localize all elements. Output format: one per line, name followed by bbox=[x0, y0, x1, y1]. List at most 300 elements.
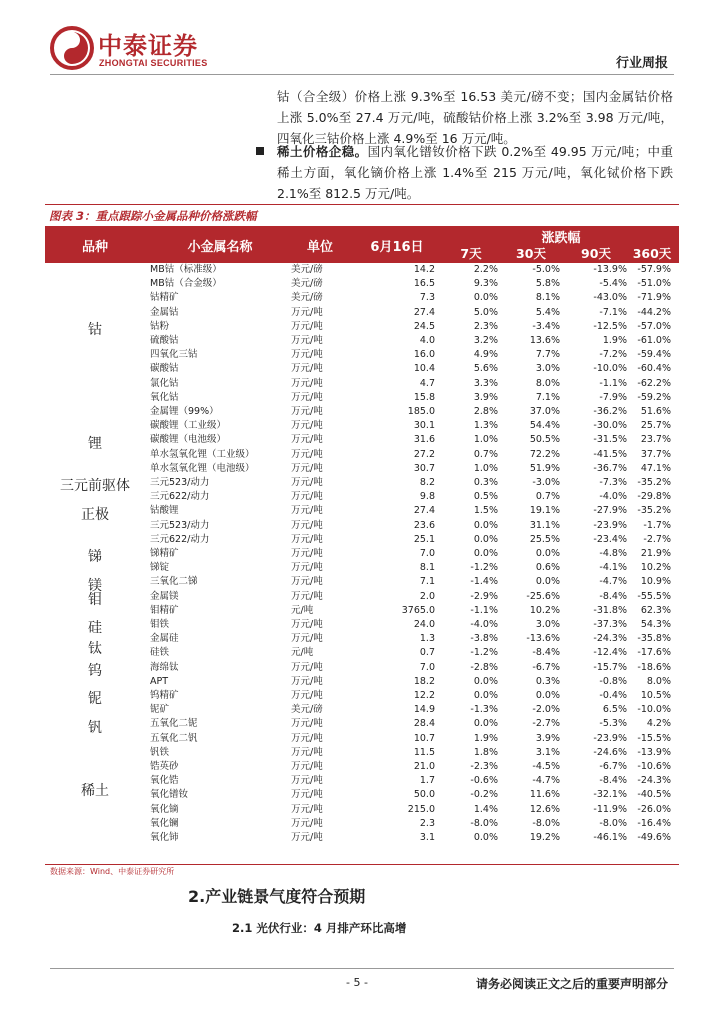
table-row bbox=[45, 291, 679, 305]
cell-d7: 4.9% bbox=[473, 349, 498, 361]
cell-unit: 万元/吨 bbox=[291, 590, 323, 602]
cell-d360: -59.2% bbox=[637, 391, 671, 403]
cell-d7: 1.4% bbox=[473, 803, 498, 815]
cell-name: 五氧化二铌 bbox=[150, 718, 198, 730]
cell-unit: 万元/吨 bbox=[291, 576, 323, 588]
cell-name: 锆英砂 bbox=[150, 761, 179, 772]
group-label: 钛 bbox=[88, 641, 102, 658]
cell-name: 钴粉 bbox=[150, 320, 170, 332]
page-number: - 5 - bbox=[346, 976, 368, 989]
cell-price: 18.2 bbox=[413, 675, 435, 687]
cell-unit: 万元/吨 bbox=[291, 519, 323, 531]
cell-unit: 万元/吨 bbox=[291, 363, 323, 375]
table-row bbox=[45, 263, 679, 277]
cell-price: 7.0 bbox=[419, 661, 435, 673]
cell-price: 16.0 bbox=[413, 349, 435, 361]
table-row bbox=[45, 405, 679, 419]
cell-d90: -1.1% bbox=[599, 377, 627, 389]
rare-earth-paragraph bbox=[277, 141, 673, 204]
cell-price: 15.8 bbox=[413, 391, 435, 403]
cell-name: 五氧化二钒 bbox=[150, 732, 198, 744]
cell-d360: 51.6% bbox=[640, 406, 671, 417]
cell-d7: 0.0% bbox=[473, 533, 498, 545]
cell-price: 25.1 bbox=[413, 533, 435, 545]
subsection-heading: 2.1 光伏行业：4 月排产环比高增 bbox=[232, 921, 407, 935]
cell-d30: 10.2% bbox=[529, 604, 560, 616]
cell-unit: 元/吨 bbox=[291, 647, 314, 659]
cell-unit: 美元/磅 bbox=[291, 292, 323, 304]
cell-d360: -57.9% bbox=[637, 264, 671, 275]
cell-d360: -2.7% bbox=[643, 533, 671, 545]
cell-d30: 31.1% bbox=[529, 519, 560, 531]
cell-name: 金属镁 bbox=[150, 590, 179, 602]
cell-d30: 3.0% bbox=[535, 619, 560, 630]
cell-d90: -13.9% bbox=[593, 264, 627, 275]
cell-d7: 1.8% bbox=[473, 746, 498, 758]
cell-d90: -5.3% bbox=[599, 718, 627, 730]
cell-name: 硫酸钴 bbox=[150, 335, 179, 346]
cell-d360: -16.4% bbox=[637, 817, 671, 829]
cell-name: 钒铁 bbox=[150, 746, 170, 758]
cell-unit: 万元/吨 bbox=[291, 562, 323, 574]
cell-d30: 50.5% bbox=[529, 434, 560, 446]
cell-price: 215.0 bbox=[407, 803, 435, 815]
cell-d90: -23.9% bbox=[593, 519, 627, 531]
data-source: 数据来源：Wind、中泰证券研究所 bbox=[50, 867, 175, 876]
cell-d360: -10.0% bbox=[637, 704, 671, 716]
cell-price: 16.5 bbox=[413, 278, 435, 290]
cell-d30: 19.1% bbox=[529, 505, 560, 517]
cell-unit: 万元/吨 bbox=[291, 817, 323, 829]
cell-price: 28.4 bbox=[413, 718, 435, 730]
cell-d90: -8.4% bbox=[599, 590, 627, 602]
cell-d7: -2.8% bbox=[470, 661, 498, 673]
cell-price: 10.7 bbox=[413, 732, 435, 744]
cell-d360: 47.1% bbox=[640, 462, 671, 474]
cell-unit: 万元/吨 bbox=[291, 633, 323, 645]
cell-unit: 万元/吨 bbox=[291, 775, 323, 787]
cell-d7: 0.5% bbox=[473, 491, 498, 503]
cell-unit: 万元/吨 bbox=[291, 732, 323, 744]
cell-d30: 0.7% bbox=[535, 491, 560, 503]
cell-name: 锑锭 bbox=[150, 562, 170, 574]
cell-name: 钨精矿 bbox=[150, 690, 179, 701]
cell-d360: -35.2% bbox=[637, 477, 671, 488]
table-row bbox=[45, 419, 679, 433]
cell-unit: 万元/吨 bbox=[291, 406, 323, 417]
cell-d30: -3.0% bbox=[532, 477, 560, 488]
cell-d7: -3.8% bbox=[470, 633, 498, 645]
cell-d30: 72.2% bbox=[529, 448, 560, 460]
disclaimer-note: 请务必阅读正文之后的重要声明部分 bbox=[475, 977, 668, 991]
cell-d7: 1.0% bbox=[473, 462, 498, 474]
table-row bbox=[45, 817, 679, 831]
cell-price: 50.0 bbox=[413, 789, 435, 801]
cell-d7: -1.1% bbox=[470, 604, 498, 616]
group-label: 锂 bbox=[88, 435, 102, 452]
header-unit: 单位 bbox=[306, 240, 333, 255]
header-category: 品种 bbox=[81, 240, 108, 255]
cell-name: 四氧化三钴 bbox=[150, 349, 198, 361]
cell-d7: 3.2% bbox=[473, 335, 498, 346]
cell-d30: 54.4% bbox=[529, 420, 560, 432]
cell-price: 27.4 bbox=[413, 306, 435, 318]
cell-name: 氧化镨钕 bbox=[150, 789, 189, 801]
cell-d90: -4.0% bbox=[599, 491, 627, 503]
cell-d360: 10.9% bbox=[640, 576, 671, 588]
cell-d360: 62.3% bbox=[640, 604, 671, 616]
cell-price: 8.2 bbox=[419, 477, 435, 488]
header-divider bbox=[50, 74, 674, 75]
cell-d7: 1.5% bbox=[473, 505, 498, 517]
cell-name: 氧化锆 bbox=[150, 775, 179, 787]
footer-divider bbox=[50, 968, 674, 969]
cell-d30: 8.0% bbox=[535, 377, 560, 389]
cell-d90: -8.0% bbox=[599, 817, 627, 829]
cell-d90: -11.9% bbox=[593, 803, 627, 815]
cell-d30: 19.2% bbox=[529, 832, 560, 843]
table-bottom-rule bbox=[45, 864, 679, 865]
cell-d30: -5.0% bbox=[532, 264, 560, 275]
cell-d90: -32.1% bbox=[593, 789, 627, 801]
cell-name: 锑精矿 bbox=[150, 548, 179, 559]
cell-d7: 1.0% bbox=[473, 434, 498, 446]
cell-unit: 万元/吨 bbox=[291, 675, 323, 687]
cell-d30: 11.6% bbox=[529, 789, 560, 801]
cell-d7: 0.0% bbox=[473, 832, 498, 843]
table-header bbox=[45, 226, 679, 263]
cell-d7: -2.9% bbox=[470, 590, 498, 602]
cell-unit: 万元/吨 bbox=[291, 533, 323, 545]
table-row bbox=[45, 391, 679, 405]
cell-d90: -31.5% bbox=[593, 434, 627, 446]
cell-name: 碳酸锂（工业级） bbox=[150, 420, 227, 432]
cell-d360: -35.2% bbox=[637, 505, 671, 517]
table-row bbox=[45, 377, 679, 391]
cell-d360: -51.0% bbox=[637, 278, 671, 290]
rare-earth-body: 国内氧化镨钕价格下跌 0.2%至 49.95 万元/吨；中重稀土方面，氧化镝价格上涨 1.4%至 215 万元/吨，氧化铽价格下跌 2.1%至 812.5 万元/吨。 bbox=[277, 144, 673, 201]
cell-d90: -12.5% bbox=[593, 320, 627, 332]
cell-price: 9.8 bbox=[419, 491, 435, 503]
cell-d90: -4.8% bbox=[599, 548, 627, 559]
cell-name: 氧化镝 bbox=[150, 803, 179, 815]
cell-name: 单水氢氧化锂（工业级） bbox=[150, 448, 255, 460]
group-label: 硅 bbox=[88, 620, 102, 637]
cell-unit: 万元/吨 bbox=[291, 505, 323, 517]
cell-price: 27.4 bbox=[413, 505, 435, 517]
header-change: 涨跌幅 bbox=[541, 231, 581, 246]
cell-price: 14.2 bbox=[413, 264, 435, 275]
group-label: 镁 bbox=[88, 577, 102, 594]
cell-d30: -4.7% bbox=[532, 775, 560, 787]
cell-d90: -4.1% bbox=[599, 562, 627, 574]
cell-d7: 1.3% bbox=[473, 420, 498, 432]
header-7d: 7天 bbox=[460, 246, 482, 261]
cell-d90: -7.3% bbox=[599, 477, 627, 488]
cell-unit: 万元/吨 bbox=[291, 690, 323, 701]
cell-price: 2.3 bbox=[419, 817, 435, 829]
cell-d30: 25.5% bbox=[529, 533, 560, 545]
cell-d360: 25.7% bbox=[640, 420, 671, 432]
cell-d90: -7.1% bbox=[599, 306, 627, 318]
cell-d90: -30.0% bbox=[593, 420, 627, 432]
table-row bbox=[45, 746, 679, 760]
cell-d7: 0.0% bbox=[473, 292, 498, 304]
bullet-icon bbox=[256, 145, 266, 155]
table-row bbox=[45, 831, 679, 845]
cell-price: 31.6 bbox=[413, 434, 435, 446]
rare-earth-lead: 稀土价格企稳。 bbox=[277, 144, 368, 159]
cell-d360: -60.4% bbox=[637, 363, 671, 375]
cell-d30: 5.8% bbox=[535, 278, 560, 290]
cell-d7: 0.7% bbox=[473, 448, 498, 460]
cell-d90: -4.7% bbox=[599, 576, 627, 588]
cell-d30: -25.6% bbox=[526, 590, 560, 602]
cell-name: 钼精矿 bbox=[150, 604, 179, 616]
cell-d90: -23.9% bbox=[593, 732, 627, 744]
cell-name: 铌矿 bbox=[150, 704, 170, 716]
cell-name: 氧化镧 bbox=[150, 817, 179, 829]
cell-d360: 37.7% bbox=[640, 448, 671, 460]
cell-d360: -18.6% bbox=[637, 661, 671, 673]
cell-d90: 6.5% bbox=[602, 704, 627, 716]
cell-d360: -59.4% bbox=[637, 349, 671, 361]
cell-d7: -4.0% bbox=[470, 619, 498, 630]
cell-d30: 12.6% bbox=[529, 803, 560, 815]
cell-name: 金属钴 bbox=[150, 306, 179, 318]
cell-unit: 万元/吨 bbox=[291, 335, 323, 346]
cell-unit: 万元/吨 bbox=[291, 746, 323, 758]
cell-d360: -1.7% bbox=[643, 519, 671, 531]
cell-d7: 5.6% bbox=[473, 363, 498, 375]
cell-d90: -6.7% bbox=[599, 761, 627, 772]
cell-price: 27.2 bbox=[413, 448, 435, 460]
cell-d360: -35.8% bbox=[637, 633, 671, 645]
cell-name: 钼铁 bbox=[150, 619, 170, 630]
cell-d7: -2.3% bbox=[470, 761, 498, 772]
cell-unit: 万元/吨 bbox=[291, 462, 323, 474]
cell-name: 氯化钴 bbox=[150, 377, 179, 389]
cell-price: 12.2 bbox=[413, 690, 435, 701]
cell-d30: -2.0% bbox=[532, 704, 560, 716]
logo-chinese-name: 中泰证券 bbox=[98, 32, 198, 60]
cell-name: 三元622/动力 bbox=[150, 533, 210, 545]
group-label: 钴 bbox=[88, 321, 102, 338]
cell-name: 碳酸锂（电池级） bbox=[150, 434, 227, 446]
cell-name: MB钴（标准级） bbox=[150, 264, 222, 275]
cell-d360: -55.5% bbox=[637, 590, 671, 602]
cell-d30: 51.9% bbox=[529, 462, 560, 474]
header-date: 6月16日 bbox=[370, 240, 424, 255]
cell-d90: -41.5% bbox=[593, 448, 627, 460]
cell-unit: 万元/吨 bbox=[291, 420, 323, 432]
cell-name: MB钴（合金级） bbox=[150, 278, 222, 290]
cell-d360: 10.5% bbox=[640, 690, 671, 701]
cell-name: APT bbox=[150, 675, 169, 687]
cell-name: 三元622/动力 bbox=[150, 491, 210, 503]
group-label: 稀土 bbox=[81, 783, 109, 800]
cell-d30: -8.0% bbox=[532, 817, 560, 829]
cell-d30: -4.5% bbox=[532, 761, 560, 772]
cell-name: 碳酸钴 bbox=[150, 363, 179, 375]
cell-name: 单水氢氧化锂（电池级） bbox=[150, 462, 255, 474]
cell-d7: 2.2% bbox=[473, 264, 498, 275]
header-360d: 360天 bbox=[632, 246, 672, 261]
cell-d30: -2.7% bbox=[532, 718, 560, 730]
cell-unit: 万元/吨 bbox=[291, 661, 323, 673]
cell-name: 氧化钴 bbox=[150, 391, 179, 403]
cell-d7: -0.2% bbox=[470, 789, 498, 801]
logo-mark-icon bbox=[50, 26, 94, 70]
cell-d360: -15.5% bbox=[637, 732, 671, 744]
cell-unit: 万元/吨 bbox=[291, 718, 323, 730]
cell-price: 7.3 bbox=[419, 292, 435, 304]
header-90d: 90天 bbox=[581, 246, 611, 261]
cell-d90: -7.2% bbox=[599, 349, 627, 361]
cell-price: 30.7 bbox=[413, 462, 435, 474]
cell-price: 185.0 bbox=[407, 406, 435, 417]
cell-d90: -0.4% bbox=[599, 690, 627, 701]
cell-d30: -3.4% bbox=[532, 320, 560, 332]
cell-d7: -0.6% bbox=[470, 775, 498, 787]
cell-d30: -8.4% bbox=[532, 647, 560, 659]
table-row bbox=[45, 277, 679, 291]
cell-price: 14.9 bbox=[413, 704, 435, 716]
cell-d7: 2.3% bbox=[473, 320, 498, 332]
cobalt-paragraph: 钴（合全级）价格上涨 9.3%至 16.53 美元/磅不变；国内金属钴价格上涨 5.0%至 27.4 万元/吨，硫酸钴价格上涨 3.2%至 3.98 万元/吨，四氧化三钴价格上涨 4.9%至 16 万元/吨。 bbox=[277, 89, 673, 146]
header-30d: 30天 bbox=[516, 246, 546, 261]
cell-unit: 万元/吨 bbox=[291, 320, 323, 332]
cell-price: 24.0 bbox=[413, 619, 435, 630]
cell-price: 2.0 bbox=[419, 590, 435, 602]
section-heading: 2.产业链景气度符合预期 bbox=[188, 887, 366, 906]
table-row bbox=[45, 348, 679, 362]
cell-d30: 7.1% bbox=[535, 391, 560, 403]
cell-price: 23.6 bbox=[413, 519, 435, 531]
cell-price: 24.5 bbox=[413, 320, 435, 332]
cell-d360: -10.6% bbox=[637, 761, 671, 772]
cell-price: 1.7 bbox=[419, 775, 435, 787]
cell-unit: 万元/吨 bbox=[291, 832, 323, 843]
cell-price: 11.5 bbox=[413, 746, 435, 758]
cell-unit: 美元/磅 bbox=[291, 704, 323, 716]
cell-d360: 4.2% bbox=[646, 718, 671, 730]
cell-d360: -40.5% bbox=[637, 789, 671, 801]
cell-d90: -24.6% bbox=[593, 746, 627, 758]
cell-name: 三元523/动力 bbox=[150, 519, 210, 531]
cell-unit: 万元/吨 bbox=[291, 803, 323, 815]
cell-d30: 13.6% bbox=[529, 335, 560, 346]
cell-unit: 万元/吨 bbox=[291, 349, 323, 361]
group-label: 钒 bbox=[88, 719, 102, 736]
report-type: 行业周报 bbox=[615, 56, 668, 71]
cell-d360: 8.0% bbox=[646, 675, 671, 687]
cell-d7: -1.3% bbox=[470, 704, 498, 716]
cell-price: 30.1 bbox=[413, 420, 435, 432]
cell-price: 4.0 bbox=[419, 335, 435, 346]
cell-d360: -57.0% bbox=[637, 320, 671, 332]
cell-d30: 3.9% bbox=[535, 732, 560, 744]
cell-name: 硅铁 bbox=[150, 647, 170, 659]
cell-price: 3.1 bbox=[419, 832, 435, 843]
cell-d30: 3.1% bbox=[535, 746, 560, 758]
table-row bbox=[45, 462, 679, 476]
cell-d30: 3.0% bbox=[535, 363, 560, 375]
cell-d90: -23.4% bbox=[593, 533, 627, 545]
cell-d7: 9.3% bbox=[473, 278, 498, 290]
cell-d30: 0.0% bbox=[535, 690, 560, 701]
cell-d360: 23.7% bbox=[640, 434, 671, 446]
cell-d90: -10.0% bbox=[593, 363, 627, 375]
cell-d90: -46.1% bbox=[593, 832, 627, 843]
cell-d360: -61.0% bbox=[637, 335, 671, 346]
cell-unit: 万元/吨 bbox=[291, 619, 323, 630]
cell-d7: 1.9% bbox=[473, 732, 498, 744]
cell-d90: -43.0% bbox=[593, 292, 627, 304]
cell-d360: -44.2% bbox=[637, 306, 671, 318]
cell-d7: 0.0% bbox=[473, 718, 498, 730]
cell-d7: 0.3% bbox=[473, 477, 498, 488]
cell-d30: -6.7% bbox=[532, 661, 560, 673]
figure-caption bbox=[45, 204, 679, 226]
cell-d90: -24.3% bbox=[593, 633, 627, 645]
cell-price: 21.0 bbox=[413, 761, 435, 772]
cell-d90: -37.3% bbox=[593, 619, 627, 630]
group-label: 锑 bbox=[88, 549, 102, 566]
cell-d90: -15.7% bbox=[593, 661, 627, 673]
cell-d90: -31.8% bbox=[593, 604, 627, 616]
table-row bbox=[45, 760, 679, 774]
cell-d30: 8.1% bbox=[535, 292, 560, 304]
cell-unit: 万元/吨 bbox=[291, 789, 323, 801]
cell-d360: 54.3% bbox=[640, 619, 671, 630]
cell-d7: 0.0% bbox=[473, 690, 498, 701]
cell-d7: 2.8% bbox=[473, 406, 498, 417]
cell-d7: 5.0% bbox=[473, 306, 498, 318]
cell-unit: 元/吨 bbox=[291, 604, 314, 616]
table-row bbox=[45, 362, 679, 376]
logo-english-name: ZHONGTAI SECURITIES bbox=[99, 58, 208, 68]
cell-d360: -62.2% bbox=[637, 377, 671, 389]
cell-unit: 万元/吨 bbox=[291, 391, 323, 403]
cell-d30: 37.0% bbox=[529, 406, 560, 417]
cell-price: 1.3 bbox=[419, 633, 435, 645]
cell-d30: 0.0% bbox=[535, 576, 560, 588]
cell-name: 钴酸锂 bbox=[150, 505, 179, 517]
page-header bbox=[0, 0, 724, 80]
cell-d7: 3.9% bbox=[473, 391, 498, 403]
cell-price: 0.7 bbox=[419, 647, 435, 659]
cell-d360: 10.2% bbox=[640, 562, 671, 574]
cell-name: 金属锂（99%） bbox=[150, 406, 219, 417]
table-row bbox=[45, 803, 679, 817]
cell-d90: -7.9% bbox=[599, 391, 627, 403]
cell-price: 10.4 bbox=[413, 363, 435, 375]
cell-price: 7.0 bbox=[419, 548, 435, 559]
cell-unit: 万元/吨 bbox=[291, 377, 323, 389]
cell-name: 三氧化二锑 bbox=[150, 576, 198, 588]
cell-d90: -12.4% bbox=[593, 647, 627, 659]
cell-d90: -5.4% bbox=[599, 278, 627, 290]
cell-d360: -29.8% bbox=[637, 491, 671, 503]
cell-d30: 7.7% bbox=[535, 349, 560, 361]
cell-d7: -8.0% bbox=[470, 817, 498, 829]
group-label: 铌 bbox=[88, 691, 102, 708]
header-name: 小金属名称 bbox=[187, 240, 253, 255]
company-logo bbox=[50, 24, 220, 74]
cell-d30: 0.0% bbox=[535, 548, 560, 559]
cell-d30: 0.6% bbox=[535, 562, 560, 574]
